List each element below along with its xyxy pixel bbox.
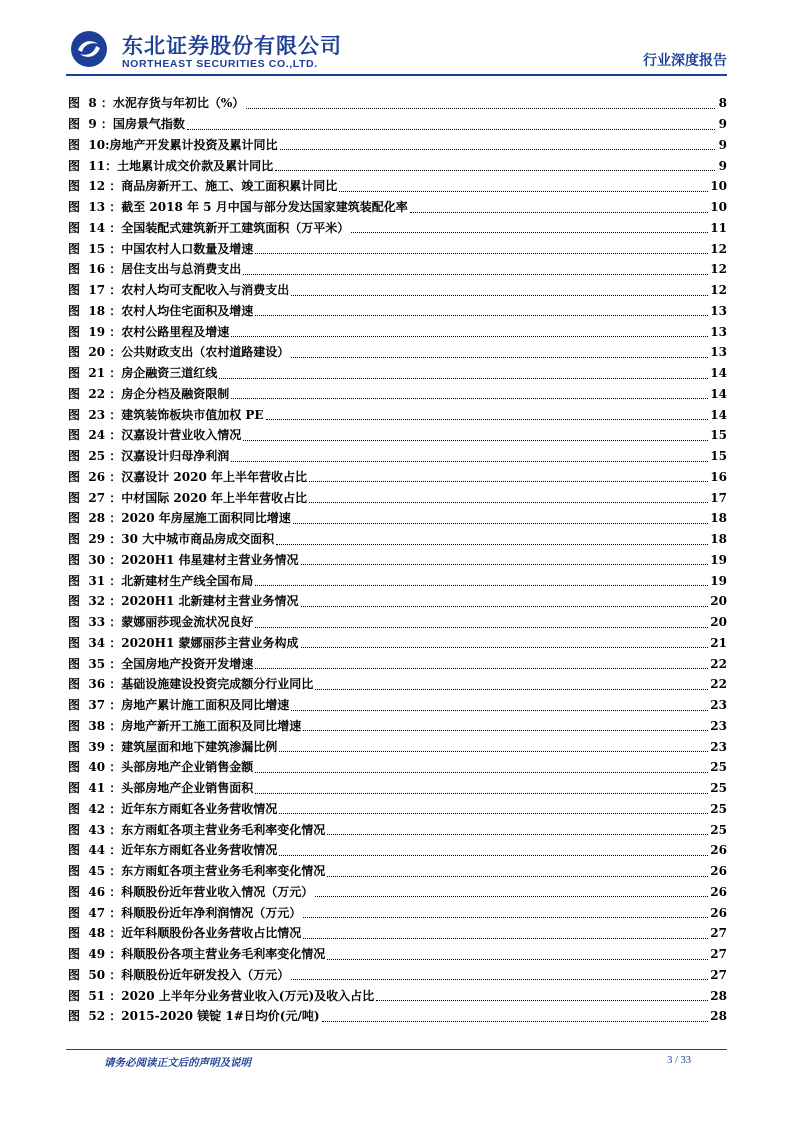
toc-dot-leader — [410, 212, 709, 213]
toc-figure-title: 中国农村人口数量及增速 — [121, 241, 254, 256]
toc-dot-leader — [315, 689, 708, 690]
toc-figure-number: 图 19 ： — [68, 324, 122, 339]
toc-page-number: 27 — [710, 926, 727, 941]
toc-figure-title: 北新建材生产线全国布局 — [121, 573, 254, 588]
toc-figure-title: 2015-2020 镁锭 1#日均价(元/吨) — [121, 1009, 320, 1024]
toc-page-number: 10 — [710, 200, 727, 215]
toc-entry[interactable] — [68, 114, 727, 135]
toc-page-number: 12 — [710, 283, 727, 298]
toc-page-number: 18 — [710, 532, 727, 547]
toc-figure-title: 头部房地产企业销售面积 — [121, 781, 254, 796]
toc-dot-leader — [315, 896, 708, 897]
toc-figure-number: 图 50 ： — [68, 967, 122, 982]
toc-page-number: 26 — [710, 843, 727, 858]
toc-figure-title: 建筑装饰板块市值加权 PE — [121, 407, 264, 422]
toc-figure-number: 图 39 ： — [68, 739, 122, 754]
toc-figure-number: 图 41 ： — [68, 781, 122, 796]
toc-figure-title: 2020H1 伟星建材主营业务情况 — [121, 552, 299, 567]
toc-entry[interactable] — [68, 404, 727, 425]
toc-dot-leader — [291, 295, 708, 296]
toc-entry[interactable] — [68, 840, 727, 861]
toc-dot-leader — [303, 730, 708, 731]
toc-page-number: 13 — [710, 303, 727, 318]
toc-entry[interactable] — [68, 695, 727, 716]
toc-entry[interactable] — [68, 487, 727, 508]
toc-entry[interactable] — [68, 1006, 727, 1027]
toc-figure-number: 图 38 ： — [68, 718, 122, 733]
toc-dot-leader — [255, 315, 708, 316]
toc-dot-leader — [376, 1000, 708, 1001]
toc-dot-leader — [291, 357, 708, 358]
toc-dot-leader — [322, 1021, 709, 1022]
toc-entry[interactable] — [68, 944, 727, 965]
toc-figure-number: 图 44 ： — [68, 843, 122, 858]
toc-entry[interactable] — [68, 197, 727, 218]
toc-figure-title: 全国房地产投资开发增速 — [121, 656, 254, 671]
toc-dot-leader — [293, 523, 708, 524]
toc-figure-number: 图 13 ： — [68, 200, 122, 215]
toc-figure-number: 图 46 ： — [68, 884, 122, 899]
toc-figure-title: 截至 2018 年 5 月中国与部分发达国家建筑装配化率 — [121, 200, 408, 215]
toc-entry[interactable] — [68, 819, 727, 840]
toc-figure-title: 头部房地产企业销售金额 — [121, 760, 254, 775]
toc-dot-leader — [243, 274, 708, 275]
toc-entry[interactable] — [68, 902, 727, 923]
toc-figure-number: 图 20 ： — [68, 345, 122, 360]
toc-dot-leader — [309, 481, 708, 482]
toc-dot-leader — [255, 668, 708, 669]
toc-dot-leader — [327, 876, 708, 877]
toc-figure-title: 科顺股份近年净利润情况（万元） — [121, 905, 302, 920]
toc-dot-leader — [279, 855, 708, 856]
toc-figure-number: 图 29 ： — [68, 532, 122, 547]
toc-page-number: 11 — [710, 220, 727, 235]
toc-figure-title: 水泥存货与年初比（%） — [112, 96, 245, 111]
toc-entry[interactable] — [68, 633, 727, 654]
toc-figure-number: 图 18 ： — [68, 303, 122, 318]
toc-page-number: 25 — [710, 801, 727, 816]
toc-page-number: 9 — [718, 158, 727, 173]
toc-entry[interactable] — [68, 674, 727, 695]
toc-figure-title: 房企融资三道红线 — [121, 366, 218, 381]
toc-entry[interactable] — [68, 176, 727, 197]
toc-entry[interactable] — [68, 570, 727, 591]
toc-dot-leader — [301, 564, 709, 565]
toc-figure-title: 居住支出与总消费支出 — [121, 262, 242, 277]
toc-figure-number: 图 52 ： — [68, 1009, 122, 1024]
toc-page-number: 8 — [718, 96, 727, 111]
toc-page-number: 22 — [710, 656, 727, 671]
toc-page-number: 15 — [710, 428, 727, 443]
toc-figure-number: 图 47 ： — [68, 905, 122, 920]
toc-figure-number: 图 16 ： — [68, 262, 122, 277]
toc-dot-leader — [279, 813, 708, 814]
toc-figure-number: 图 33 ： — [68, 615, 122, 630]
toc-page-number: 28 — [710, 1009, 727, 1024]
toc-dot-leader — [327, 834, 708, 835]
toc-dot-leader — [255, 793, 708, 794]
toc-figure-number: 图 37 ： — [68, 698, 122, 713]
toc-dot-leader — [231, 336, 708, 337]
toc-entry[interactable] — [68, 446, 727, 467]
toc-figure-number: 图 35 ： — [68, 656, 122, 671]
toc-figure-number: 图 9 ： — [68, 117, 113, 132]
toc-page-number: 16 — [710, 469, 727, 484]
figure-list — [68, 93, 727, 1027]
toc-page-number: 23 — [710, 739, 727, 754]
toc-figure-title: 国房景气指数 — [112, 117, 185, 132]
toc-entry[interactable] — [68, 985, 727, 1006]
toc-entry[interactable] — [68, 778, 727, 799]
toc-dot-leader — [303, 938, 708, 939]
toc-figure-title: 2020H1 蒙娜丽莎主营业务构成 — [121, 635, 299, 650]
toc-dot-leader — [291, 979, 708, 980]
toc-page-number: 25 — [710, 822, 727, 837]
toc-entry[interactable] — [68, 280, 727, 301]
toc-figure-number: 图 11 — [68, 158, 106, 173]
toc-figure-number: 图 43 ： — [68, 822, 122, 837]
toc-figure-title: 农村人均可支配收入与消费支出 — [121, 283, 290, 298]
toc-dot-leader — [309, 502, 708, 503]
toc-figure-number: 图 28 ： — [68, 511, 122, 526]
toc-figure-number: 图 34 ： — [68, 635, 122, 650]
toc-entry[interactable] — [68, 716, 727, 737]
toc-figure-title: 中材国际 2020 年上半年营收占比 — [121, 490, 307, 505]
toc-dot-leader — [243, 440, 708, 441]
toc-figure-number: 图 32 ： — [68, 594, 122, 609]
toc-figure-number: 图 42 ： — [68, 801, 122, 816]
toc-entry[interactable] — [68, 93, 727, 114]
toc-page-number: 12 — [710, 262, 727, 277]
toc-entry[interactable] — [68, 653, 727, 674]
toc-dot-leader — [255, 627, 708, 628]
toc-page-number: 13 — [710, 324, 727, 339]
toc-page-number: 13 — [710, 345, 727, 360]
toc-figure-title: 30 大中城市商品房成交面积 — [121, 532, 275, 547]
toc-dot-leader — [231, 461, 708, 462]
toc-page-number: 22 — [710, 677, 727, 692]
toc-page-number: 27 — [710, 947, 727, 962]
toc-figure-number: 图 21 ： — [68, 366, 122, 381]
toc-page-number: 25 — [710, 781, 727, 796]
toc-dot-leader — [291, 710, 708, 711]
toc-entry[interactable] — [68, 757, 727, 778]
toc-page-number: 23 — [710, 718, 727, 733]
toc-entry[interactable] — [68, 467, 727, 488]
toc-figure-title: 汉嘉设计 2020 年上半年营收占比 — [121, 469, 307, 484]
toc-figure-title: 2020 年房屋施工面积同比增速 — [121, 511, 291, 526]
toc-dot-leader — [266, 419, 709, 420]
toc-figure-number: 图 17 ： — [68, 283, 122, 298]
page-header — [70, 30, 727, 72]
company-name-en: NORTHEAST SECURITIES CO.,LTD. — [122, 58, 318, 70]
toc-entry[interactable] — [68, 342, 727, 363]
toc-figure-title: 东方雨虹各项主营业务毛利率变化情况 — [121, 822, 326, 837]
toc-figure-title: :房地产开发累计投资及累计同比 — [105, 137, 278, 152]
toc-entry[interactable] — [68, 736, 727, 757]
toc-dot-leader — [255, 772, 708, 773]
toc-page-number: 14 — [710, 386, 727, 401]
toc-dot-leader — [219, 378, 708, 379]
toc-figure-number: 图 36 ： — [68, 677, 122, 692]
toc-dot-leader — [231, 398, 708, 399]
toc-dot-leader — [351, 232, 708, 233]
toc-page-number: 23 — [710, 698, 727, 713]
toc-page-number: 15 — [710, 449, 727, 464]
toc-entry[interactable] — [68, 799, 727, 820]
toc-figure-title: 科顺股份近年研发投入（万元） — [121, 967, 290, 982]
toc-page-number: 9 — [718, 137, 727, 152]
toc-figure-number: 图 30 ： — [68, 552, 122, 567]
toc-figure-title: 房企分档及融资限制 — [121, 386, 230, 401]
toc-figure-title: 房地产累计施工面积及同比增速 — [121, 698, 290, 713]
toc-dot-leader — [327, 959, 708, 960]
toc-figure-title: 商品房新开工、施工、竣工面积累计同比 — [121, 179, 338, 194]
toc-dot-leader — [255, 585, 708, 586]
footer-disclaimer: 请务必阅读正文后的声明及说明 — [104, 1057, 251, 1069]
toc-entry[interactable] — [68, 923, 727, 944]
toc-figure-number: 图 45 ： — [68, 864, 122, 879]
toc-figure-number: 图 23 ： — [68, 407, 122, 422]
toc-figure-title: 全国装配式建筑新开工建筑面积（万平米） — [121, 220, 350, 235]
toc-figure-number: 图 48 ： — [68, 926, 122, 941]
toc-figure-number: 图 40 ： — [68, 760, 122, 775]
toc-figure-number: 图 31 ： — [68, 573, 122, 588]
toc-entry[interactable] — [68, 135, 727, 156]
toc-figure-number: 图 24 ： — [68, 428, 122, 443]
toc-dot-leader — [276, 544, 708, 545]
toc-figure-title: 农村公路里程及增速 — [121, 324, 230, 339]
toc-dot-leader — [187, 129, 715, 130]
toc-dot-leader — [246, 108, 715, 109]
toc-figure-title: 蒙娜丽莎现金流状况良好 — [121, 615, 254, 630]
header-divider — [66, 74, 727, 76]
toc-figure-title: 基础设施建设投资完成额分行业同比 — [121, 677, 314, 692]
toc-entry[interactable] — [68, 425, 727, 446]
toc-entry[interactable] — [68, 301, 727, 322]
toc-dot-leader — [303, 917, 708, 918]
report-type-label: 行业深度报告 — [643, 53, 727, 69]
toc-figure-title: 汉嘉设计归母净利润 — [121, 449, 230, 464]
toc-entry[interactable] — [68, 882, 727, 903]
toc-figure-number: 图 14 ： — [68, 220, 122, 235]
toc-entry[interactable] — [68, 529, 727, 550]
toc-page-number: 14 — [710, 407, 727, 422]
toc-page-number: 20 — [710, 615, 727, 630]
toc-entry[interactable] — [68, 508, 727, 529]
toc-figure-title: 农村人均住宅面积及增速 — [121, 303, 254, 318]
toc-figure-title: 近年科顺股份各业务营收占比情况 — [121, 926, 302, 941]
toc-page-number: 10 — [710, 179, 727, 194]
toc-figure-number: 图 10 — [68, 137, 106, 152]
toc-figure-title: ：土地累计成交价款及累计同比 — [105, 158, 274, 173]
toc-page-number: 26 — [710, 905, 727, 920]
toc-figure-title: 公共财政支出（农村道路建设） — [121, 345, 290, 360]
toc-figure-title: 东方雨虹各项主营业务毛利率变化情况 — [121, 864, 326, 879]
toc-page-number: 26 — [710, 864, 727, 879]
toc-entry[interactable] — [68, 259, 727, 280]
toc-page-number: 17 — [710, 490, 727, 505]
toc-figure-number: 图 51 ： — [68, 988, 122, 1003]
toc-page-number: 12 — [710, 241, 727, 256]
toc-dot-leader — [255, 253, 708, 254]
toc-page-number: 28 — [710, 988, 727, 1003]
toc-figure-title: 科顺股份各项主营业务毛利率变化情况 — [121, 947, 326, 962]
toc-dot-leader — [275, 170, 715, 171]
footer-divider — [66, 1049, 727, 1050]
company-name-cn: 东北证券股份有限公司 — [122, 34, 342, 58]
toc-entry[interactable] — [68, 612, 727, 633]
toc-entry[interactable] — [68, 321, 727, 342]
toc-page-number: 14 — [710, 366, 727, 381]
toc-figure-number: 图 26 ： — [68, 469, 122, 484]
toc-figure-number: 图 22 ： — [68, 386, 122, 401]
toc-figure-title: 汉嘉设计营业收入情况 — [121, 428, 242, 443]
toc-entry[interactable] — [68, 238, 727, 259]
toc-figure-number: 图 27 ： — [68, 490, 122, 505]
toc-page-number: 21 — [710, 635, 727, 650]
toc-entry[interactable] — [68, 363, 727, 384]
toc-page-number: 19 — [710, 573, 727, 588]
toc-page-number: 19 — [710, 552, 727, 567]
toc-page-number: 25 — [710, 760, 727, 775]
toc-entry[interactable] — [68, 384, 727, 405]
toc-figure-title: 房地产新开工施工面积及同比增速 — [121, 718, 302, 733]
toc-figure-title: 建筑屋面和地下建筑渗漏比例 — [121, 739, 278, 754]
toc-dot-leader — [280, 149, 716, 150]
toc-dot-leader — [279, 751, 708, 752]
toc-page-number: 27 — [710, 967, 727, 982]
toc-entry[interactable] — [68, 218, 727, 239]
toc-page-number: 18 — [710, 511, 727, 526]
toc-entry[interactable] — [68, 550, 727, 571]
toc-figure-title: 近年东方雨虹各业务营收情况 — [121, 843, 278, 858]
toc-figure-number: 图 12 ： — [68, 179, 122, 194]
toc-figure-title: 科顺股份近年营业收入情况（万元） — [121, 884, 314, 899]
toc-figure-title: 2020H1 北新建材主营业务情况 — [121, 594, 299, 609]
toc-figure-title: 近年东方雨虹各业务营收情况 — [121, 801, 278, 816]
toc-figure-number: 图 15 ： — [68, 241, 122, 256]
toc-page-number: 20 — [710, 594, 727, 609]
toc-entry[interactable] — [68, 861, 727, 882]
toc-entry[interactable] — [68, 155, 727, 176]
toc-figure-title: 2020 上半年分业务营业收入(万元)及收入占比 — [121, 988, 375, 1003]
toc-entry[interactable] — [68, 965, 727, 986]
toc-dot-leader — [301, 606, 709, 607]
company-logo-icon — [70, 30, 108, 68]
page-number: 3 / 33 — [667, 1055, 691, 1066]
toc-dot-leader — [301, 647, 709, 648]
toc-page-number: 26 — [710, 884, 727, 899]
toc-figure-number: 图 49 ： — [68, 947, 122, 962]
toc-figure-number: 图 25 ： — [68, 449, 122, 464]
toc-dot-leader — [339, 191, 708, 192]
toc-figure-number: 图 8 ： — [68, 96, 113, 111]
toc-entry[interactable] — [68, 591, 727, 612]
toc-page-number: 9 — [718, 117, 727, 132]
